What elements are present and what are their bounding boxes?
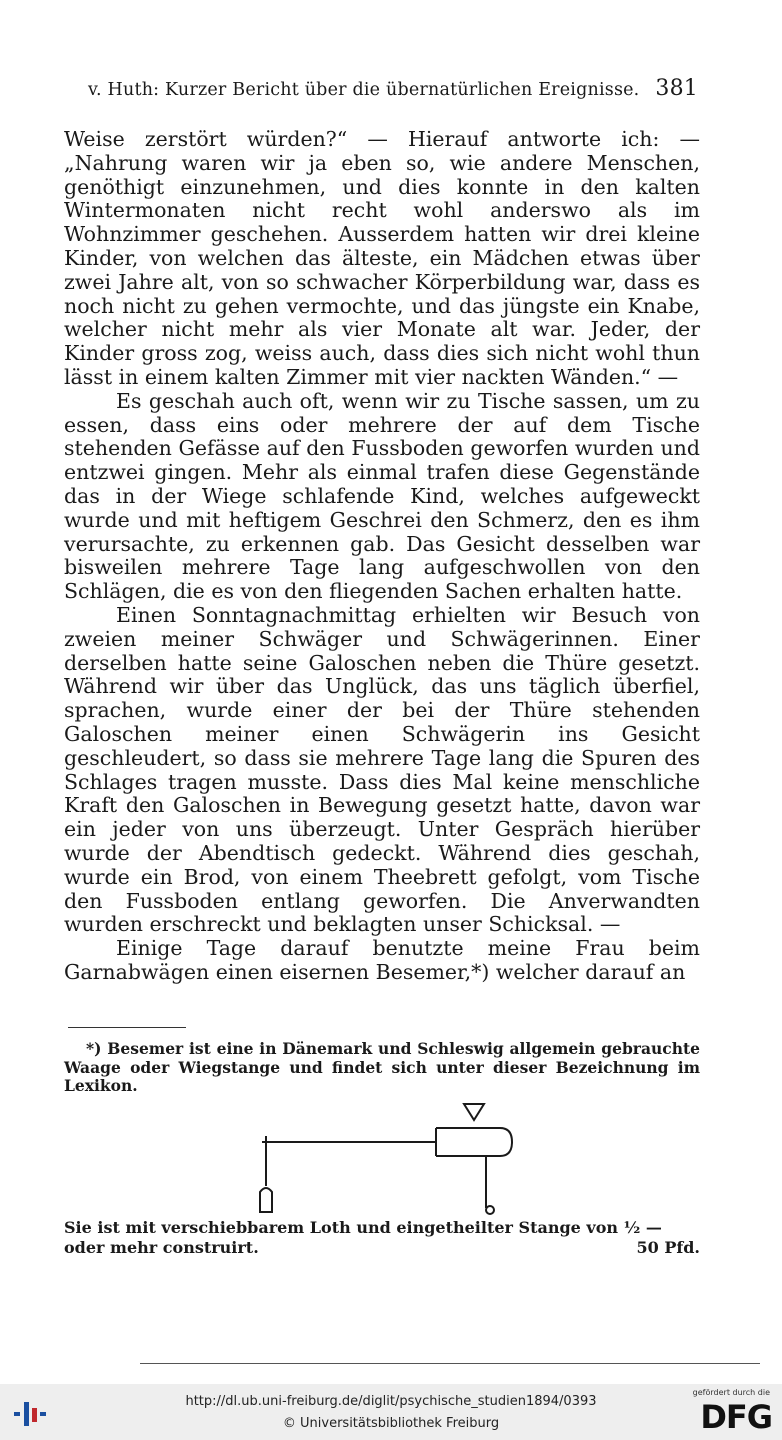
figure-caption <box>64 1218 700 1258</box>
source-url[interactable]: http://dl.ub.uni-freiburg.de/diglit/psychische_studien1894/0393 <box>185 1394 597 1409</box>
dfg-tagline: gefördert durch die <box>692 1388 770 1397</box>
body-text <box>64 128 700 985</box>
copyright-notice: © Universitätsbibliothek Freiburg <box>282 1416 500 1431</box>
paragraph: Einen Sonntagnachmittag erhielten wir Besuch von zweien meiner Schwäger und Schwägerinnen. Einer derselben hatte seine Galoschen neben die Thüre gesetzt. Während wir über das Unglück, das uns täglich überfiel, sprachen, wurde einer der bei der Thüre stehenden Galoschen meiner einen Schwägerin ins Gesicht geschleudert, so dass sie mehrere Tage lang die Spuren des Schlages tragen musste. Dass dies Mal keine menschliche Kraft den Galoschen in Bewegung gesetzt hatte, davon war ein jeder von uns überzeugt. Unter Gespräch hierüber wurde der Abendtisch gedeckt. Während dies geschah, wurde ein Brod, von einem Theebrett gefolgt, vom Tische den Fussboden entlang geworfen. Die Anverwandten wurden erschreckt und beklagten unser Schicksal. — <box>64 602 700 937</box>
paragraph: Weise zerstört würden?“ — Hierauf antworte ich: — „Nahrung waren wir ja eben so, wie andere Menschen, genöthigt einzunehmen, und dies konnte in den kalten Wintermonaten nicht recht wohl anderswo als im Wohnzimmer geschehen. Ausserdem hatten wir drei kleine Kinder, von welchen das älteste, ein Mädchen etwas über zwei Jahre alt, von so schwacher Körperbildung war, dass es noch nicht zu gehen vermochte, und das jüngste ein Knabe, welcher nicht mehr als vier Monate alt war. Jeder, der Kinder gross zog, weiss auch, dass dies sich nicht wohl thun lässt in einem kalten Zimmer mit vier nackten Wänden.“ — <box>64 127 700 389</box>
paragraph: Einige Tage darauf benutzte meine Frau beim Garnabwägen einen eisernen Besemer,*) welcher darauf an <box>64 936 700 984</box>
footnote-text: *) Besemer ist eine in Dänemark und Schleswig allgemein gebrauchte Waage oder Wiegstange und findet sich unter dieser Bezeichnung im Lexikon. <box>64 1039 700 1095</box>
paragraph: Es geschah auch oft, wenn wir zu Tische sassen, um zu essen, dass eins oder mehrere der auf dem Tische stehenden Gefässe auf den Fussboden geworfen wurden und entzwei gingen. Mehr als einmal trafen diese Gegenstände das in der Wiege schlafende Kind, welches aufgeweckt wurde und mit heftigem Geschrei den Schmerz, den es ihm verursachte, zu erkennen gab. Das Gesicht desselben war bisweilen mehrere Tage lang aufgeschwollen von den Schlägen, die es von den fliegenden Sachen erhalten hatte. <box>64 388 700 604</box>
steelyard-illustration <box>250 1098 530 1216</box>
dfg-logo: DFG <box>700 1398 772 1436</box>
footnote-separator <box>68 1027 186 1028</box>
footnote <box>64 1040 700 1096</box>
caption-line2: oder mehr construirt. <box>64 1238 259 1257</box>
caption-text: Sie ist mit verschiebbarem Loth und eingetheilter Stange von ½ — <box>64 1218 662 1237</box>
page-bottom-rule <box>140 1363 760 1364</box>
caption-weight: 50 Pfd. <box>636 1238 700 1257</box>
running-head: v. Huth: Kurzer Bericht über die übernatürlichen Ereignisse. <box>88 80 640 100</box>
digitization-footer <box>0 1384 782 1440</box>
page-number: 381 <box>655 76 698 101</box>
